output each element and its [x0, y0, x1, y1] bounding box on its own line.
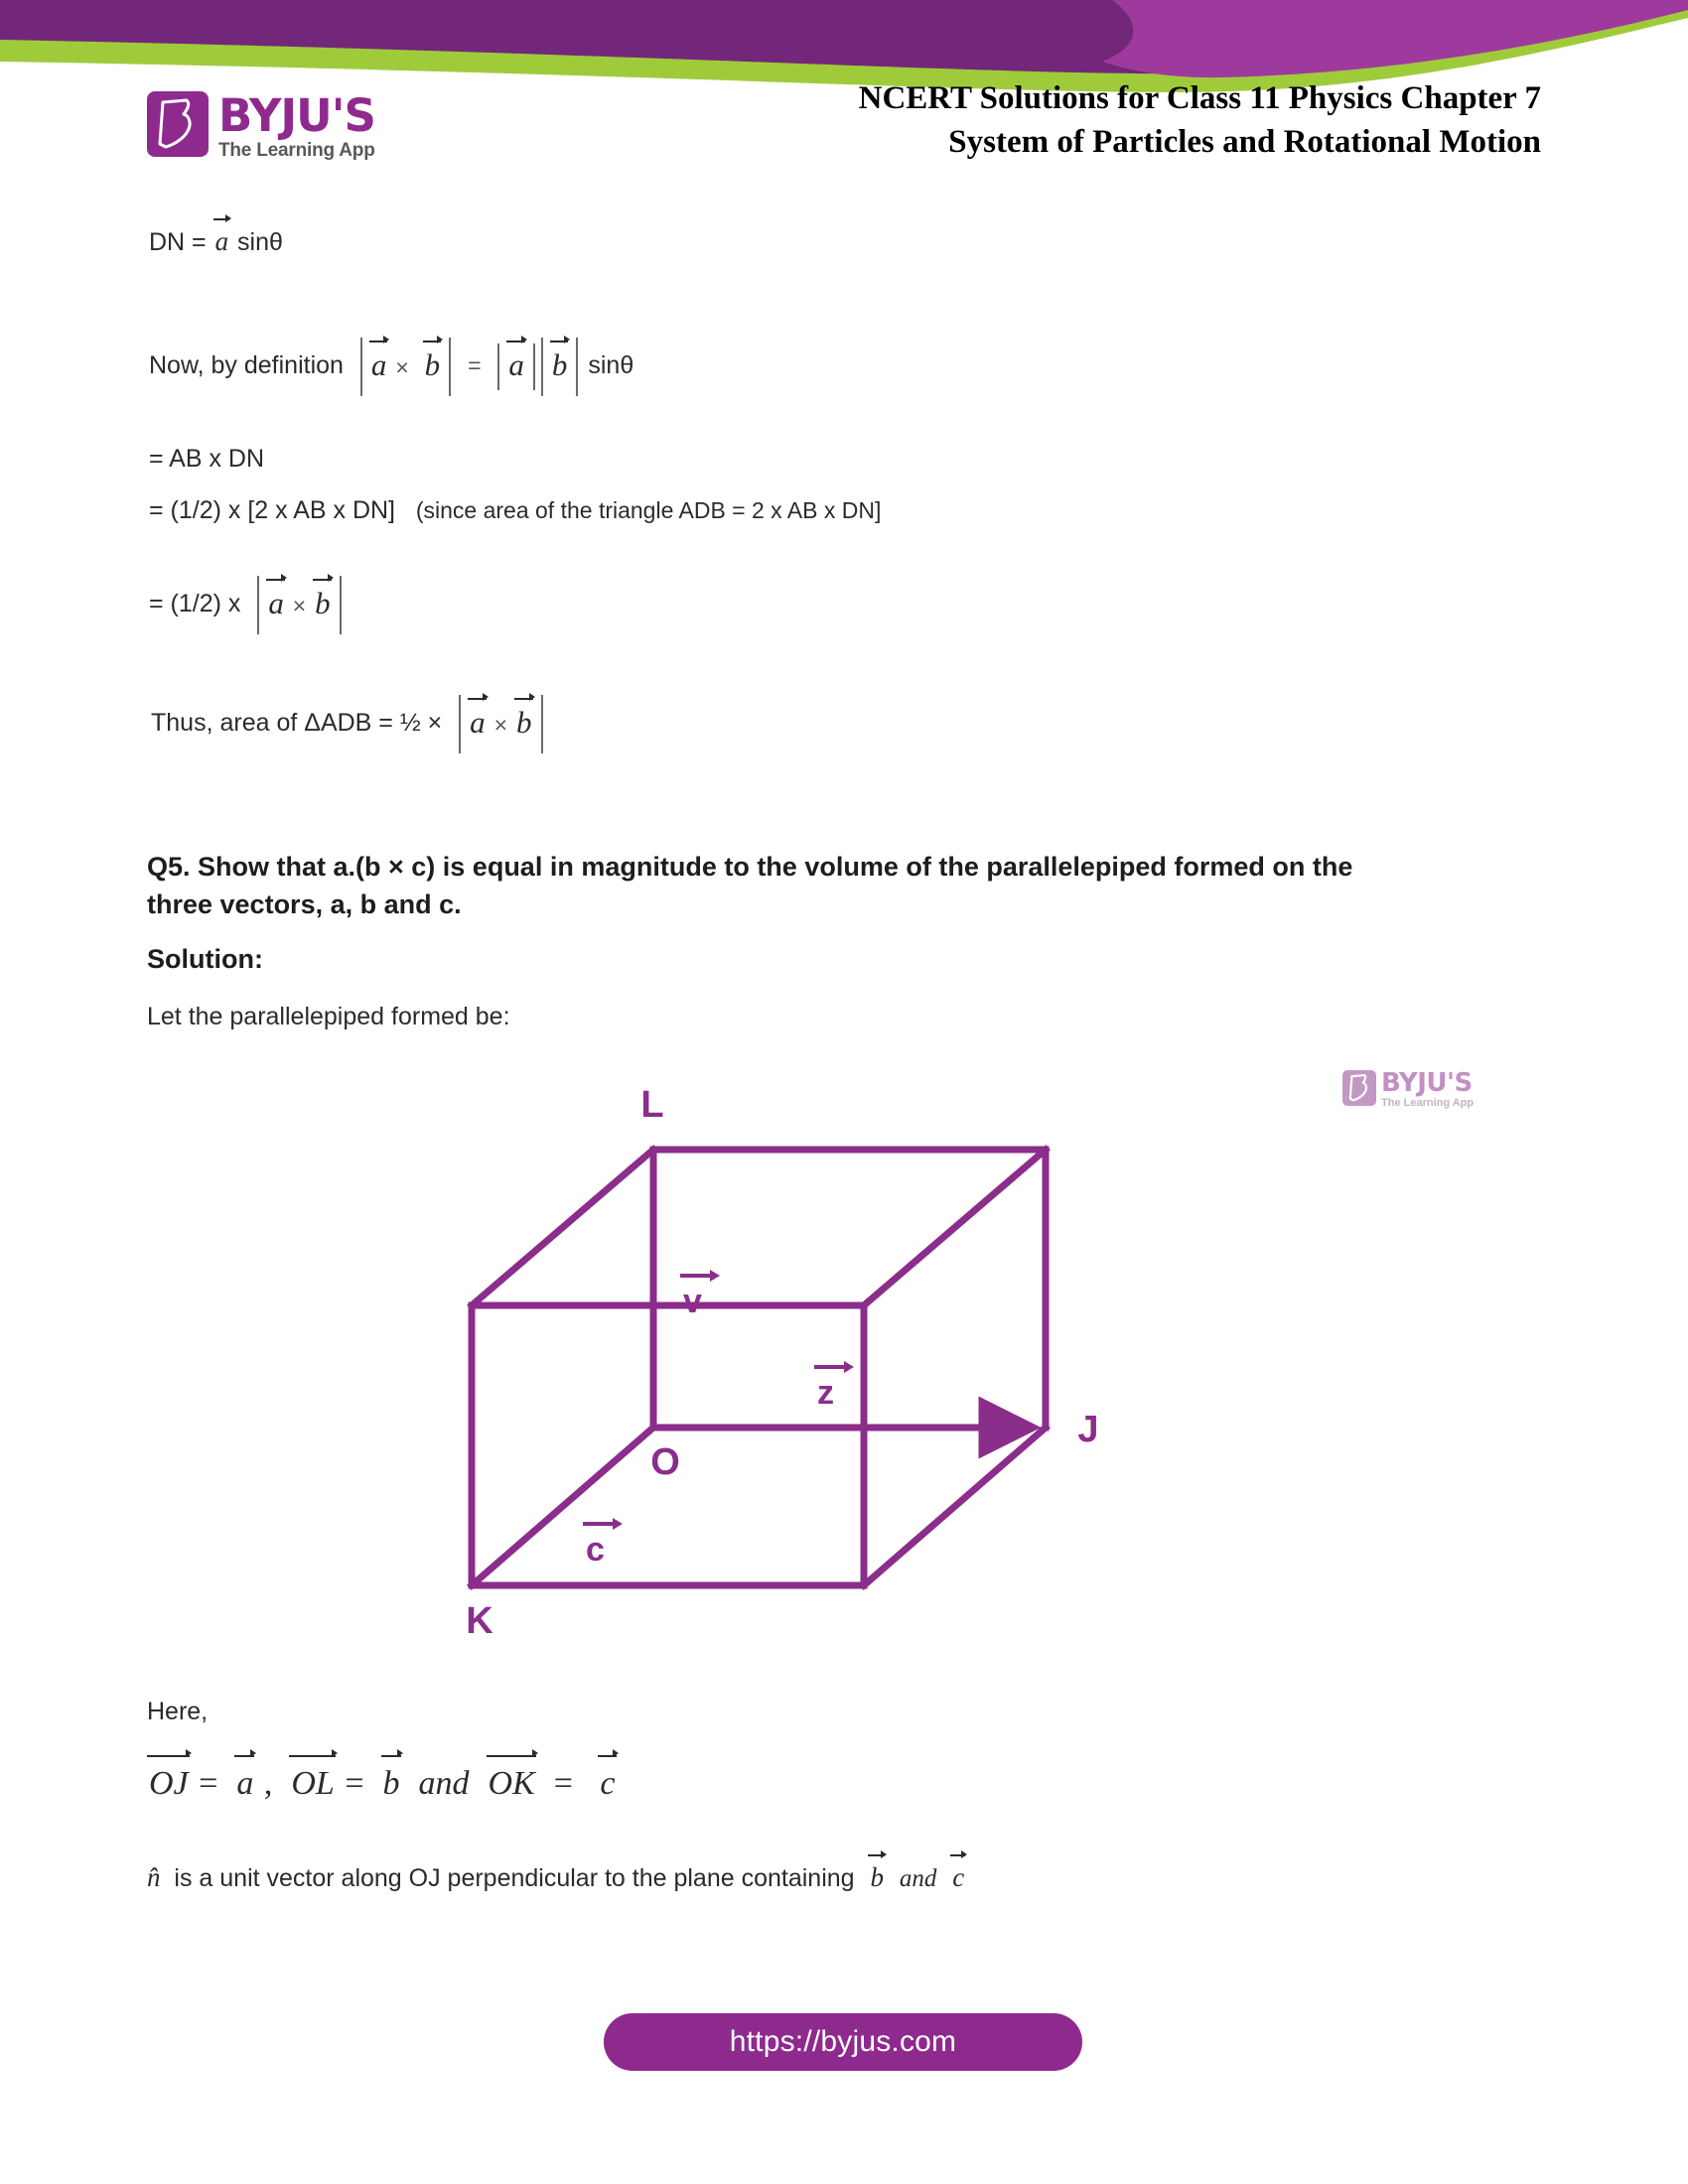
- vector-b-icon: b: [516, 705, 532, 740]
- equation-dn: [149, 226, 283, 257]
- equation-dn-tail: sinθ: [230, 228, 283, 256]
- equation-definition: [149, 338, 633, 396]
- definition-tail: sinθ: [588, 351, 634, 380]
- and-separator: and: [418, 1765, 470, 1802]
- vector-a-icon: a: [236, 1765, 254, 1802]
- equals-operator: =: [199, 1765, 218, 1802]
- vector-b-icon: b: [551, 347, 568, 382]
- vector-a-icon: a: [508, 347, 524, 382]
- byjus-logo-wordmark: BYJU'S: [218, 89, 375, 142]
- vector-a-icon: a: [214, 226, 229, 256]
- byjus-logo: [147, 91, 375, 160]
- parallelepiped-diagram: [417, 1062, 1152, 1678]
- page-title-line1: NCERT Solutions for Class 11 Physics Chapter 7: [858, 80, 1541, 116]
- vector-c-icon: c: [952, 1862, 965, 1892]
- equals-operator: =: [468, 352, 482, 379]
- page-title: [859, 77, 1541, 164]
- cross-operator: ×: [493, 712, 508, 738]
- edge-topright-backright: [864, 1150, 1046, 1305]
- edge-O-to-K: [472, 1428, 653, 1585]
- abs-bars-cross: [360, 338, 451, 396]
- abs-bars-b: [541, 338, 579, 396]
- svg-text:c: c: [586, 1531, 605, 1569]
- byjus-watermark: [1342, 1070, 1474, 1109]
- vector-ok-icon: OK: [488, 1765, 535, 1802]
- footer-url-label: https://byjus.com: [729, 2025, 957, 2058]
- footer-url-button[interactable]: [604, 2013, 1082, 2071]
- solution-label: Solution:: [147, 944, 263, 974]
- vector-a-icon: a: [470, 705, 486, 740]
- vector-b-icon: b: [315, 586, 331, 620]
- byjus-watermark-mark-icon: [1342, 1070, 1376, 1106]
- byjus-logo-tagline: The Learning App: [218, 140, 375, 161]
- nhat-description: [147, 1862, 966, 1893]
- question-q5-line2: three vectors, a, b and c.: [147, 889, 462, 919]
- byjus-watermark-wordmark: BYJU'S: [1381, 1068, 1473, 1098]
- equation-ab-dn: = AB x DN: [149, 445, 265, 473]
- edge-L-backleft: [472, 1150, 653, 1305]
- svg-text:v: v: [683, 1283, 702, 1320]
- cross-operator: ×: [395, 354, 409, 380]
- vector-a-icon: a: [268, 586, 284, 620]
- equation-dn-label: DN =: [149, 228, 213, 256]
- vector-a-icon: a: [370, 347, 387, 382]
- equation-half-note: (since area of the triangle ADB = 2 x AB x DN]: [415, 497, 882, 523]
- abs-bars-cross: [459, 695, 542, 753]
- vector-oj-icon: OJ: [149, 1765, 189, 1802]
- equals-operator: =: [553, 1765, 573, 1802]
- equation-half: [149, 496, 881, 525]
- comma-separator: ,: [263, 1765, 273, 1802]
- vector-c-icon: c: [600, 1765, 616, 1802]
- edge-frontbottom-to-J: [864, 1428, 1046, 1585]
- let-parallelepiped-text: Let the parallelepiped formed be:: [147, 1003, 510, 1030]
- equation-vertex-vectors: [147, 1765, 618, 1803]
- vector-b-icon: b: [382, 1765, 400, 1802]
- vector-ol-icon: OL: [291, 1765, 335, 1802]
- vector-label-z: [814, 1361, 854, 1412]
- equals-operator: =: [345, 1765, 364, 1802]
- parallelepiped-svg: [417, 1062, 1152, 1678]
- question-q5-line1: Q5. Show that a.(b × c) is equal in magnitude to the volume of the parallelepiped formed on the: [147, 852, 1353, 882]
- nhat-symbol-icon: n̂: [147, 1862, 161, 1892]
- byjus-watermark-tagline: The Learning App: [1381, 1097, 1475, 1109]
- abs-bars-a: [497, 343, 535, 390]
- nhat-text: is a unit vector along OJ perpendicular to the plane containing: [174, 1864, 855, 1892]
- vertex-label-K: K: [466, 1600, 493, 1642]
- equation-half-prefix: = (1/2) x: [149, 590, 241, 618]
- vector-label-v: [680, 1270, 720, 1320]
- equation-half-cross: [149, 576, 345, 634]
- page-title-line2: System of Particles and Rotational Motion: [948, 123, 1541, 160]
- equation-thus-area: [151, 695, 546, 753]
- equation-half-main: = (1/2) x [2 x AB x DN]: [149, 496, 395, 524]
- thus-prefix: Thus, area of ΔADB = ½ ×: [151, 709, 443, 738]
- vertex-label-J: J: [1077, 1409, 1099, 1450]
- and-separator: and: [899, 1865, 937, 1892]
- svg-text:z: z: [817, 1374, 834, 1412]
- vector-b-icon: b: [424, 347, 441, 382]
- vector-label-c: [583, 1518, 623, 1569]
- here-text: Here,: [147, 1698, 209, 1725]
- vertex-label-L: L: [640, 1084, 664, 1126]
- cross-operator: ×: [292, 593, 307, 618]
- vertex-label-O: O: [650, 1441, 680, 1483]
- vector-b-icon: b: [870, 1862, 884, 1892]
- abs-bars-cross: [257, 576, 341, 634]
- byjus-logo-mark-icon: [147, 91, 209, 157]
- definition-intro: Now, by definition: [149, 351, 344, 380]
